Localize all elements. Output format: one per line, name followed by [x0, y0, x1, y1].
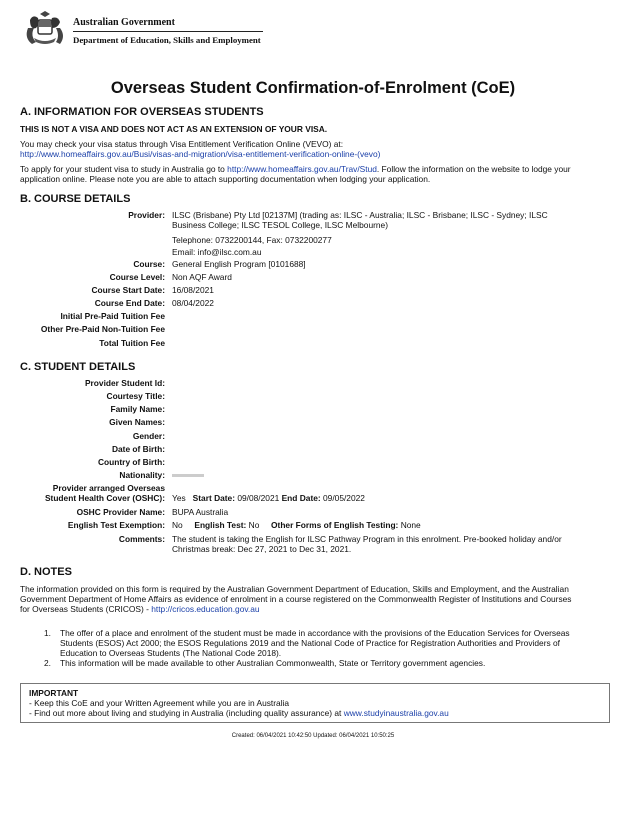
note-1-number: 1.: [44, 628, 51, 638]
vevo-link[interactable]: http://www.homeaffairs.gov.au/Busi/visas-and-migration/visa-entitlement-verification-online-(vevo): [20, 149, 381, 159]
initial-fee-label: Initial Pre-Paid Tuition Fee: [60, 311, 165, 321]
course-start-label: Course Start Date:: [91, 285, 165, 295]
notes-paragraph: [20, 584, 620, 614]
english-test-label: English Test:: [194, 520, 247, 530]
cricos-link[interactable]: http://cricos.education.gov.au: [151, 604, 260, 614]
visa-warning: THIS IS NOT A VISA AND DOES NOT ACT AS AN EXTENSION OF YOUR VISA.: [20, 124, 328, 134]
courtesy-title-label: Courtesy Title:: [106, 391, 165, 401]
english-exemption-value: No: [172, 520, 183, 530]
oshc-end-value: 09/05/2022: [323, 493, 365, 503]
section-c-heading: C. STUDENT DETAILS: [20, 361, 136, 373]
course-level-value: Non AQF Award: [172, 272, 232, 282]
course-start-value: 16/08/2021: [172, 285, 214, 295]
important-line2: [29, 708, 449, 718]
oshc-value-row: [172, 493, 592, 503]
department-name: Department of Education, Skills and Employment: [73, 35, 261, 45]
gender-label: Gender:: [132, 431, 165, 441]
provider-email: Email: info@ilsc.com.au: [172, 247, 262, 257]
other-forms-label: Other Forms of English Testing:: [271, 520, 399, 530]
apply-text-post: . Follow the information on the website to lodge your: [376, 164, 571, 174]
dob-label: Date of Birth:: [111, 444, 165, 454]
course-label: Course:: [133, 259, 165, 269]
apply-text-line2: application online. Please note you are able to attach supporting documentation when lodging your application.: [20, 174, 431, 184]
given-names-label: Given Names:: [109, 417, 165, 427]
oshc-end-label: End Date:: [281, 493, 321, 503]
comments-line2: Christmas break: Dec 27, 2021 to Dec 31, 2021.: [172, 544, 352, 554]
english-exemption-label: English Test Exemption:: [67, 520, 165, 530]
note-1-text: [60, 628, 605, 658]
course-end-label: Course End Date:: [94, 298, 165, 308]
course-end-value: 08/04/2022: [172, 298, 214, 308]
note-item-2: [44, 658, 604, 668]
nationality-redacted: [172, 474, 204, 477]
oshc-label-line1: Provider arranged Overseas: [52, 483, 165, 493]
section-a-heading: A. INFORMATION FOR OVERSEAS STUDENTS: [20, 106, 264, 118]
oshc-start-value: 09/08/2021: [237, 493, 280, 503]
apply-text-pre: To apply for your student visa to study in Australia go to: [20, 164, 228, 174]
footer-timestamps: Created: 06/04/2021 10:42:50 Updated: 06/04/2021 10:50:25: [231, 733, 395, 739]
oshc-provider-label: OSHC Provider Name:: [76, 507, 165, 517]
note-1-line1: The offer of a place and enrolment of the student must be made in accordance with the provisions of the Education Services for Overseas: [60, 628, 570, 638]
oshc-value: Yes: [172, 493, 186, 503]
notes-para-line2: Government Department of Home Affairs as evidence of enrolment in a course registered on the Commonwealth Register of Institutions and Courses: [20, 594, 572, 604]
oshc-label-line2: Student Health Cover (OSHC):: [44, 493, 165, 503]
page-title: Overseas Student Confirmation-of-Enrolment (CoE): [110, 79, 516, 97]
note-2-number: 2.: [44, 658, 51, 668]
note-1-line3: Education to Overseas Students (The National Code 2018).: [60, 648, 282, 658]
notes-para-line1: The information provided on this form is required by the Australian Government Department of Education, Skills and Employment, and the Australian: [20, 584, 569, 594]
important-heading: IMPORTANT: [29, 688, 79, 698]
note-2-text: This information will be made available to other Australian Commonwealth, State or Territory government agencies.: [60, 658, 486, 668]
coat-of-arms-logo: [20, 10, 70, 50]
course-level-label: Course Level:: [109, 272, 165, 282]
provider-phone: Telephone: 0732200144, Fax: 0732200277: [172, 235, 332, 245]
important-line2-text: - Find out more about living and studying in Australia (including quality assurance) at: [29, 708, 344, 718]
studyinaustralia-link[interactable]: www.studyinaustralia.gov.au: [343, 708, 449, 718]
provider-line1: ILSC (Brisbane) Pty Ltd [02137M] (trading as: ILSC - Australia; ILSC - Brisbane; ILSC - Sydney; ILSC: [172, 210, 548, 220]
course-value: General English Program [0101688]: [172, 259, 306, 269]
other-forms-value: None: [400, 520, 421, 530]
nationality-label: Nationality:: [119, 470, 165, 480]
other-fee-label: Other Pre-Paid Non-Tuition Fee: [40, 324, 165, 334]
provider-label: Provider:: [128, 210, 165, 220]
provider-student-id-label: Provider Student Id:: [84, 378, 165, 388]
note-1-line2: Students (ESOS) Act 2000; the ESOS Regulations 2019 and the National Code of Practice for Registration Authorities and Providers of: [60, 638, 560, 648]
notes-para-line3: [20, 604, 620, 614]
header-rule: [73, 31, 263, 32]
note-item-1: [44, 628, 604, 658]
comments-label: Comments:: [118, 534, 165, 544]
section-d-heading: D. NOTES: [20, 566, 72, 578]
english-test-value: No: [248, 520, 260, 530]
government-name: Australian Government: [73, 17, 175, 28]
total-fee-label: Total Tuition Fee: [99, 338, 165, 348]
provider-value: [172, 210, 592, 230]
vevo-text: You may check your visa status through Visa Entitlement Verification Online (VEVO) at:: [20, 139, 344, 149]
section-b-heading: B. COURSE DETAILS: [20, 193, 131, 205]
important-line1: - Keep this CoE and your Written Agreement while you are in Australia: [29, 698, 290, 708]
comments-value: [172, 534, 592, 554]
apply-paragraph: [20, 164, 620, 184]
comments-line1: The student is taking the English for ILSC Pathway Program in this enrolment. Pre-booked holiday and/or: [172, 534, 562, 544]
notes-para-line3-text: for Overseas Students (CRICOS) -: [20, 604, 152, 614]
apply-link[interactable]: http://www.homeaffairs.gov.au/Trav/Stud: [227, 164, 377, 174]
provider-line2: Business College; ILSC TESOL College, ILSC Melbourne): [172, 220, 388, 230]
english-row: [172, 520, 592, 530]
family-name-label: Family Name:: [110, 404, 165, 414]
oshc-provider-value: BUPA Australia: [172, 507, 229, 517]
oshc-start-label: Start Date:: [192, 493, 236, 503]
country-of-birth-label: Country of Birth:: [98, 457, 165, 467]
